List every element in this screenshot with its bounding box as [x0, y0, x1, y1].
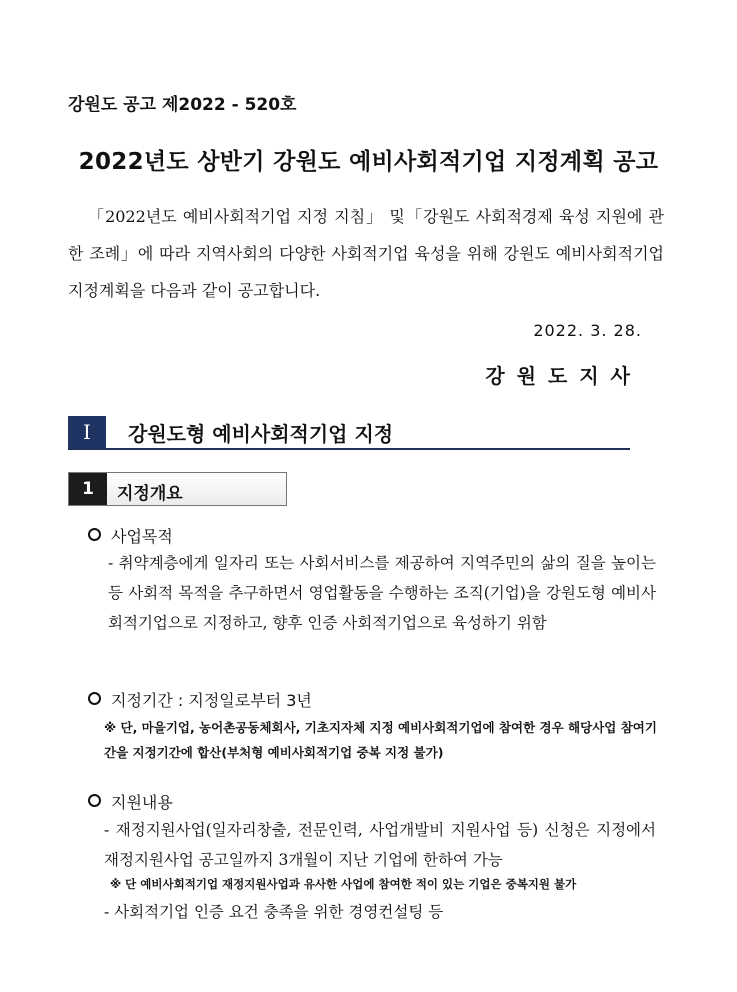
notice-date: 2022. 3. 28. — [533, 321, 642, 340]
section-number: I — [68, 416, 106, 448]
period-note: ※ 단, 마을기업, 농어촌공동체회사, 기초지자체 지정 예비사회적기업에 참여한 경우 해당사업 참여기간을 지정기간에 합산(부처형 예비사회적기업 중복 지정 불가) — [104, 720, 657, 760]
purpose-heading: 사업목적 — [88, 524, 173, 547]
support-heading: 지원내용 — [88, 790, 173, 813]
section-title: 강원도형 예비사회적기업 지정 — [128, 422, 394, 446]
notice-number: 강원도 공고 제2022 - 520호 — [68, 95, 297, 115]
period-heading: 지정기간 : 지정일로부터 3년 — [88, 688, 312, 711]
circle-bullet-icon — [88, 528, 101, 541]
circle-bullet-icon — [88, 794, 101, 807]
section-header — [68, 416, 630, 450]
subsection-number: 1 — [69, 473, 107, 505]
issuer: 강원도지사 — [485, 364, 642, 388]
subsection-header — [68, 472, 287, 506]
support-note: ※ 단 예비사회적기업 재정지원사업과 유사한 사업에 참여한 적이 있는 기업은 중복지원 불가 — [110, 877, 577, 891]
circle-bullet-icon — [88, 692, 101, 705]
subsection-title: 지정개요 — [117, 484, 183, 504]
purpose-text: - 취약계층에게 일자리 또는 사회서비스를 제공하여 지역주민의 삶의 질을 높이는 등 사회적 목적을 추구하면서 영업활동을 수행하는 조직(기업)을 강원도형 예비사회적기업으로 지정하고, 향후 인증 사회적기업으로 육성하기 위함 — [108, 554, 656, 632]
support-item-2: - 사회적기업 인증 요건 충족을 위한 경영컨설팅 등 — [104, 903, 444, 921]
support-item-1: - 재정지원사업(일자리창출, 전문인력, 사업개발비 지원사업 등) 신청은 지정에서 재정지원사업 공고일까지 3개월이 지난 기업에 한하여 가능 — [104, 821, 656, 869]
document-title: 2022년도 상반기 강원도 예비사회적기업 지정계획 공고 — [78, 149, 659, 175]
intro-paragraph: 「2022년도 예비사회적기업 지정 지침」 및「강원도 사회적경제 육성 지원에 관한 조례」에 따라 지역사회의 다양한 사회적기업 육성을 위해 강원도 예비사회적기업 지정계획을 다음과 같이 공고합니다. — [68, 207, 664, 300]
